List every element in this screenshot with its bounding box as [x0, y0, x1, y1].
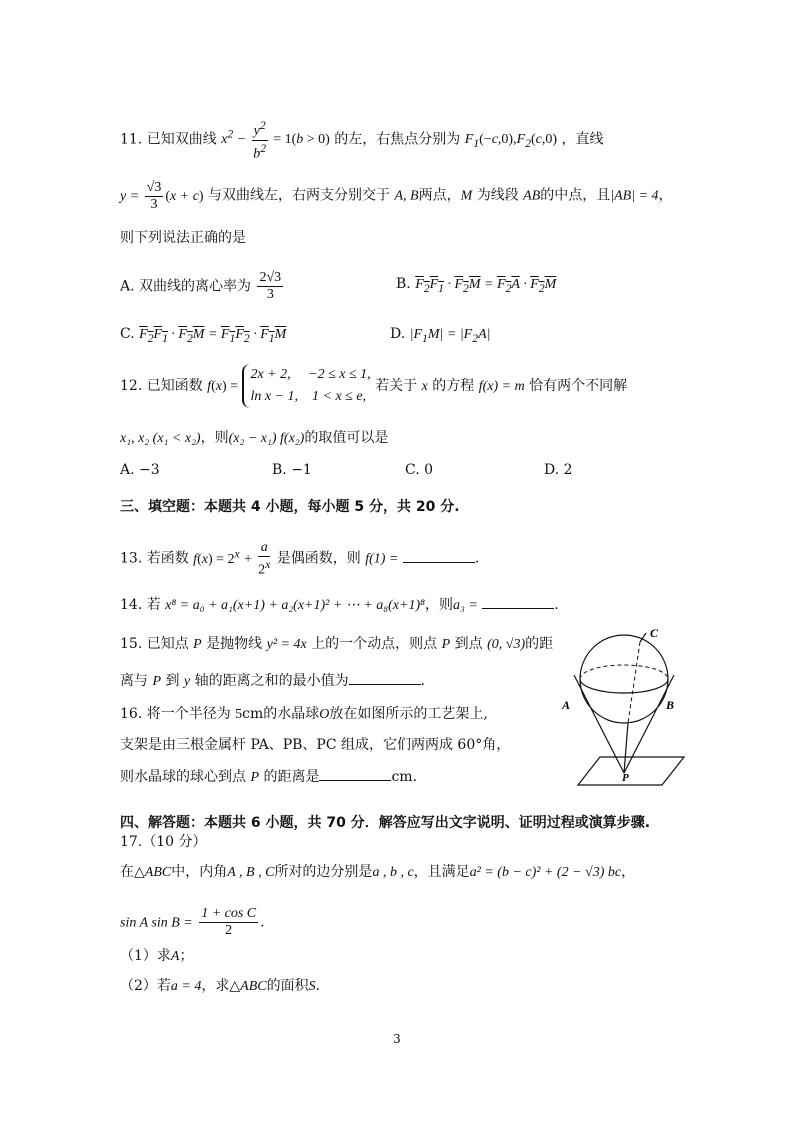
q11-option-c: [120, 326, 286, 345]
q16-text: 的水晶球: [263, 706, 320, 722]
q11-line2: [120, 180, 673, 213]
section-4-heading: 四、解答题：本题共 6 小题，共 70 分．解答应写出文字说明、证明过程或演算步骤.: [120, 815, 651, 831]
q13-f1: f(1) =: [365, 551, 399, 567]
q12-text: 的方程: [432, 378, 475, 394]
q16-text: 则水晶球的球心到点: [120, 769, 246, 785]
q16-P: P: [250, 770, 260, 785]
q12-text: 12. 已知函数: [120, 378, 203, 394]
q15-text: 的距: [525, 636, 554, 652]
section-3-heading: 三、填空题：本题共 4 小题，每小题 5 分，共 20 分.: [120, 499, 460, 515]
hyperbola-equation: $x^2$ − $\frac{y^2}{b^2}$ = 1(b > 0): [221, 119, 330, 162]
q13-line: [120, 540, 479, 579]
q17-S: S: [308, 979, 316, 994]
q11-option-d: [390, 326, 490, 345]
q14-line: [120, 594, 559, 616]
q12-expression: (x₂ − x₁) f(x₂): [228, 431, 305, 446]
label-P: P: [622, 772, 629, 784]
q17-angles: A , B , C: [227, 865, 275, 880]
q12-text: ，则: [200, 430, 229, 446]
q16-radius: 5: [235, 707, 243, 722]
q17-text: 所对的边分别是: [274, 864, 373, 880]
option-label: A. 双曲线的离心率为: [120, 278, 252, 295]
q12-option-a: A. −3: [120, 462, 160, 478]
q14-text: 14. 若: [120, 597, 161, 613]
q11-text: 与双曲线左，右两支分别交于: [208, 187, 391, 204]
q13-text: 是偶函数，则: [276, 550, 361, 567]
q15-y: y: [183, 674, 191, 689]
q15-answer-blank[interactable]: [349, 670, 421, 685]
q16-text: .: [412, 769, 418, 785]
q14-a3: a₃ =: [452, 598, 478, 613]
q12-text: 若关于: [375, 378, 418, 394]
q17-text: ，: [621, 864, 636, 880]
page-number: 3: [393, 1032, 401, 1046]
q12-line1: [120, 364, 627, 408]
option-c-expression: $F_2F_1 \cdot F_2M = F_1F_2 \cdot F_1M$: [139, 327, 287, 345]
function-name: f(x) =: [207, 379, 239, 394]
q17-condition: a² = (b − c)² + (2 − √3) bc: [469, 865, 622, 880]
q14-text: ，则: [424, 597, 453, 613]
q11-points: A, B: [394, 188, 419, 204]
option-d-expression: $|F_1M| = |F_2A|$: [409, 327, 491, 345]
q17-text: （1）求: [120, 948, 171, 964]
q16-unit: cm: [242, 706, 264, 722]
label-C: C: [650, 626, 659, 640]
option-label: B.: [396, 276, 411, 292]
q16-text: 的距离是: [263, 769, 320, 785]
q16-answer-blank[interactable]: [319, 766, 391, 781]
q17-text: ，求△: [201, 978, 241, 994]
label-A: A: [562, 698, 571, 712]
q15-text: 到点: [454, 636, 483, 652]
q11-text: 的中点，且: [540, 187, 611, 204]
q12-equation: f(x) = m: [478, 379, 525, 394]
q15-text: .: [420, 673, 426, 689]
equator-back: [580, 665, 668, 679]
q17-sides: a , b , c: [372, 865, 414, 880]
q17-text: ，且满足: [413, 864, 470, 880]
q17-part1: [120, 946, 193, 967]
q15-text: 离与: [120, 673, 148, 689]
q17-lhs: sin A sin B =: [120, 915, 193, 931]
rod-pb: [624, 675, 674, 773]
q17-line1: [120, 862, 635, 883]
fraction-denominator: 2: [225, 923, 233, 938]
label-B: B: [666, 698, 675, 712]
q11-AB-length: |AB| = 4: [610, 188, 659, 204]
q17-A: A: [170, 949, 180, 964]
q16-unit: cm: [391, 769, 413, 785]
q11-option-a: [120, 270, 285, 303]
eccentricity-value: $\frac{2√3}{3}$: [259, 270, 282, 302]
q11-AB: AB: [523, 188, 541, 204]
q11-M: M: [460, 188, 473, 204]
q17-part2: [120, 976, 320, 997]
q17-text: ；: [179, 948, 194, 964]
option-label: C.: [120, 326, 135, 342]
q17-header: 17.（10 分）: [120, 834, 207, 850]
q11-line1: [120, 118, 604, 162]
q13-answer-blank[interactable]: [403, 548, 475, 563]
option-b-expression: $F_2F_1 \cdot F_2M = F_2A \cdot F_2M$: [415, 277, 557, 295]
crystal-ball-figure: [560, 625, 700, 790]
q17-text: 在△: [120, 864, 145, 880]
case-2: ln x − 1, 1 < x ≤ e,: [250, 389, 367, 404]
q11-text: ，直线: [561, 131, 604, 148]
sphere-outline: [580, 635, 668, 723]
q12-option-d: D. 2: [544, 462, 573, 478]
q11-line3: 则下列说法正确的是: [120, 230, 246, 246]
q15-P: P: [193, 637, 202, 652]
q17-text: 的面积: [266, 978, 309, 994]
q15-text: 轴的距离之和的最小值为: [194, 673, 349, 689]
q11-text: 11. 已知双曲线: [120, 131, 217, 148]
q11-text: 为线段: [476, 187, 519, 204]
piecewise-cases: [242, 364, 370, 408]
q15-point: (0, √3): [487, 637, 526, 652]
equator-front: [580, 679, 668, 693]
q11-text: ，: [658, 187, 673, 204]
line-equation: y = $\frac{√3}{3}$ (x + c): [120, 180, 204, 212]
q14-answer-blank[interactable]: [482, 594, 554, 609]
q15-line2: [120, 670, 425, 692]
q17-a-value: a = 4: [170, 979, 202, 994]
rod-pc-inside: [628, 642, 640, 723]
q15-parabola: y² = 4x: [266, 637, 307, 652]
q12-x: x: [421, 379, 428, 394]
q12-option-c: C. 0: [405, 462, 434, 478]
q16-line3: [120, 766, 417, 788]
q11-text: 的左，右焦点分别为: [334, 131, 461, 148]
base-plane: [578, 757, 684, 785]
q16-O: O: [319, 707, 330, 722]
q16-text: 放在如图所示的工艺架上,: [329, 706, 488, 722]
q12-text: 恰有两个不同解: [529, 378, 628, 394]
q15-text: 是抛物线: [206, 636, 263, 652]
q15-line1: [120, 634, 553, 655]
q15-P: P: [152, 674, 162, 689]
q17-text: .: [260, 914, 265, 931]
q15-text: 到: [165, 673, 180, 689]
q16-text: 16. 将一个半径为: [120, 706, 231, 722]
q17-fraction: [199, 906, 258, 939]
q11-option-b: [396, 276, 556, 295]
q14-text: .: [554, 597, 559, 613]
q15-text: 上的一个动点，则点: [311, 636, 438, 652]
q11-text: 两点，: [418, 187, 461, 204]
q17-triangle: ABC: [240, 979, 267, 994]
q12-roots: x₁, x₂ (x₁ < x₂): [120, 431, 201, 446]
q12-line2: [120, 428, 388, 449]
case-1: 2x + 2, −2 ≤ x ≤ 1,: [250, 367, 371, 382]
q17-triangle: ABC: [144, 865, 172, 880]
fraction-numerator: 1 + cos C: [201, 906, 257, 921]
foci-expression: $F_1(-c,0),F_2(c,0)$: [464, 132, 558, 151]
q16-line2: 支架是由三根金属杆 PA、PB、PC 组成，它们两两成 60°角，: [120, 737, 511, 753]
option-label: D.: [390, 326, 406, 342]
q15-text: 15. 已知点: [120, 636, 189, 652]
q15-P: P: [441, 637, 451, 652]
q17-text: .: [315, 978, 321, 994]
q16-line1: [120, 704, 488, 725]
q12-text: 的取值可以是: [304, 430, 389, 446]
q13-text: 13. 若函数: [120, 550, 189, 567]
q12-option-b: B. −1: [272, 462, 312, 478]
q17-line2: [120, 906, 265, 939]
q17-text: 中，内角: [171, 864, 228, 880]
q13-text: .: [474, 550, 480, 567]
q13-function: $f(x) = 2^x$ + $\frac{a}{2^x}$: [193, 540, 271, 578]
q14-expansion: x⁸ = a₀ + a₁(x+1) + a₂(x+1)² + ⋯ + a₈(x+1)⁸: [165, 598, 425, 613]
q17-text: （2）若: [120, 978, 171, 994]
